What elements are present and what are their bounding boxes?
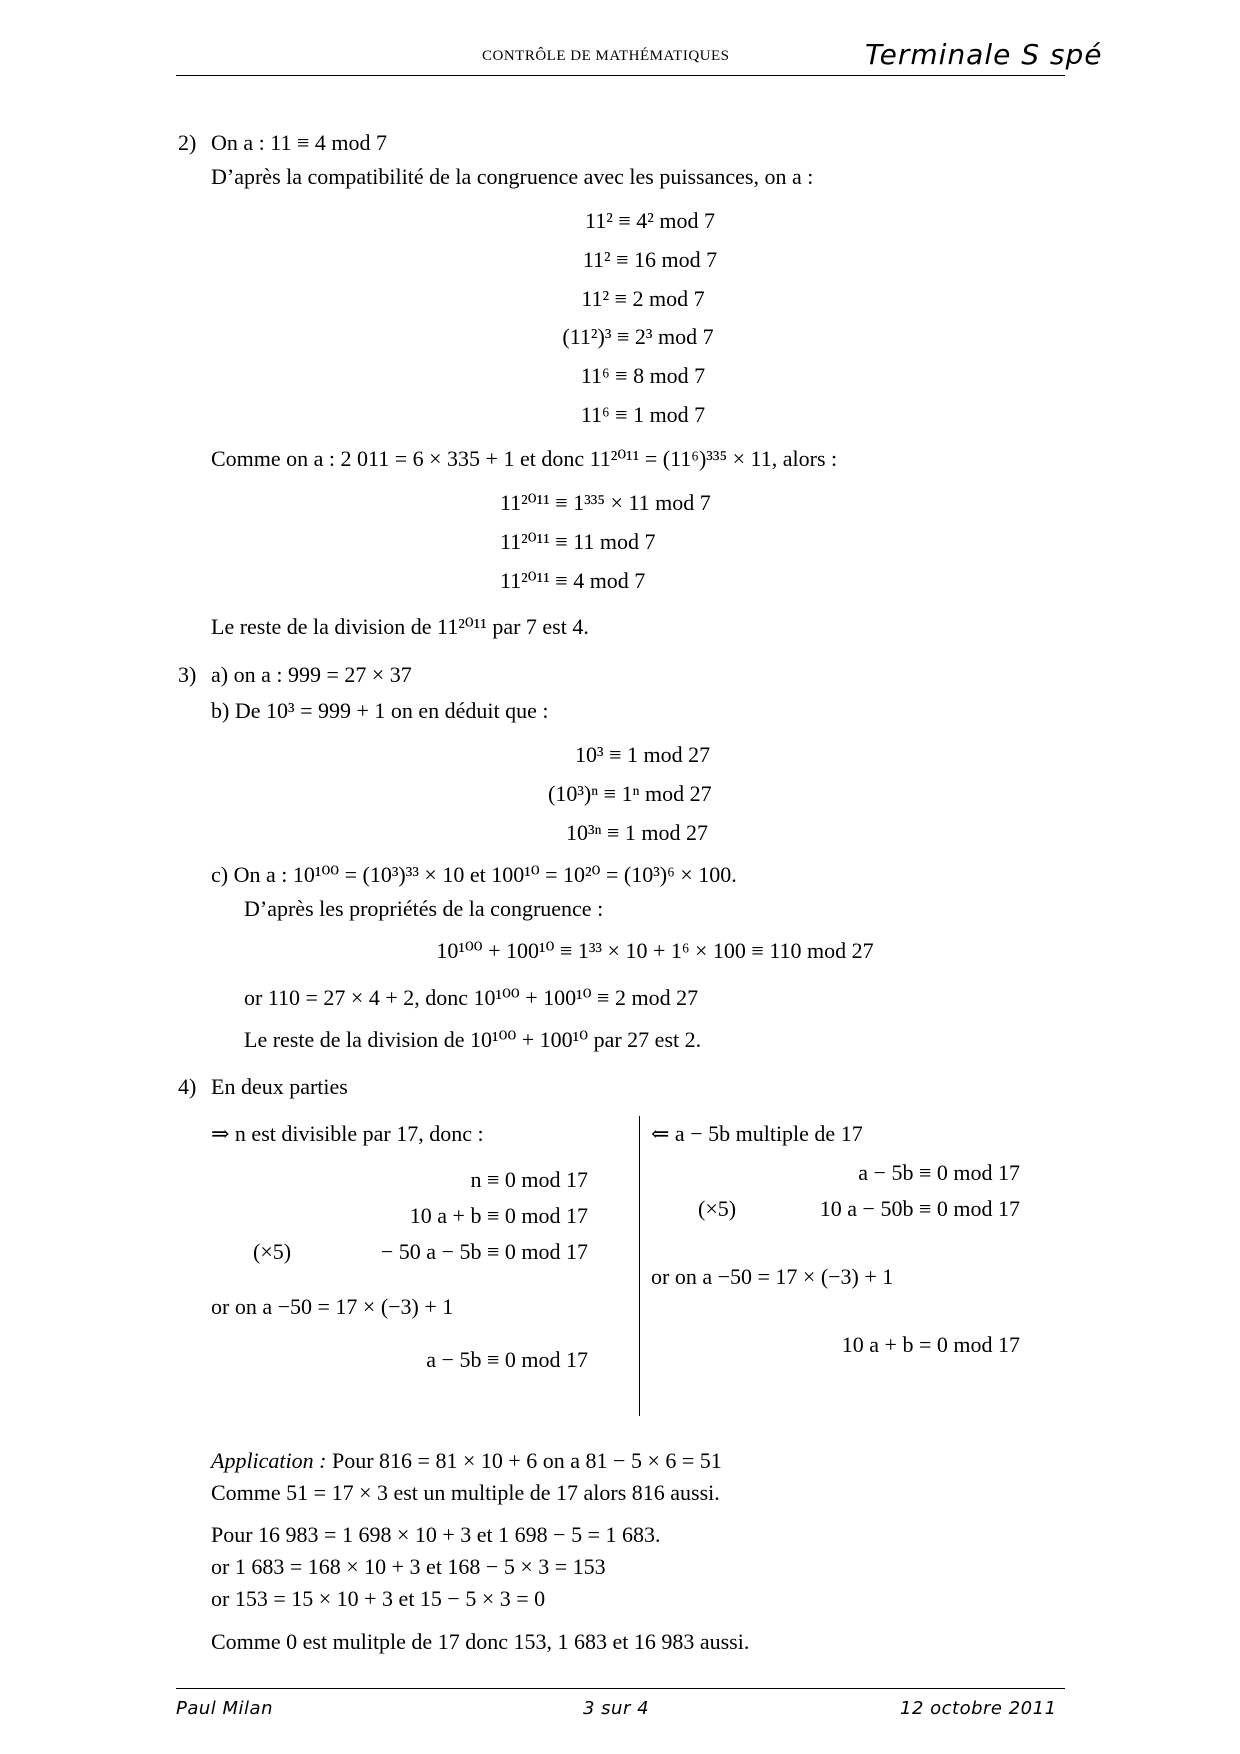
q4-right-or: or on a −50 = 17 × (−3) + 1 bbox=[651, 1264, 894, 1289]
q4-left-times5: (×5) bbox=[253, 1239, 292, 1264]
header-class: Terminale S spé bbox=[865, 38, 1103, 71]
q2-eq-6: 11⁶ ≡ 1 mod 7 bbox=[580, 402, 706, 427]
q4-left-or: or on a −50 = 17 × (−3) + 1 bbox=[211, 1294, 454, 1319]
application-line-3: Pour 16 983 = 1 698 × 10 + 3 et 1 698 − 5 = 1 683. bbox=[211, 1522, 661, 1547]
column-divider bbox=[639, 1116, 640, 1416]
q2-eq2-3: 11²⁰¹¹ ≡ 4 mod 7 bbox=[500, 568, 646, 593]
q3-c2: D’après les propriétés de la congruence : bbox=[244, 896, 604, 921]
application-line-2: Comme 51 = 17 × 3 est un multiple de 17 alors 816 aussi. bbox=[211, 1480, 720, 1505]
q4-right-eq-3: 10 a + b = 0 mod 17 bbox=[841, 1332, 1020, 1357]
q2-number: 2) bbox=[178, 130, 197, 155]
q4-title: En deux parties bbox=[211, 1074, 348, 1099]
q3-b: b) De 10³ = 999 + 1 on en déduit que : bbox=[211, 698, 549, 723]
q3-c3: or 110 = 27 × 4 + 2, donc 10¹⁰⁰ + 100¹⁰ ≡ 2 mod 27 bbox=[244, 985, 699, 1010]
footer-page: 3 sur 4 bbox=[583, 1698, 650, 1719]
q2-comme: Comme on a : 2 011 = 6 × 335 + 1 et donc 11²⁰¹¹ = (11⁶)³³⁵ × 11, alors : bbox=[211, 446, 838, 471]
header-rule bbox=[176, 75, 1065, 76]
footer-rule bbox=[176, 1688, 1065, 1689]
q3-eq-2: (10³)ⁿ ≡ 1ⁿ mod 27 bbox=[548, 781, 712, 806]
application-line-4: or 1 683 = 168 × 10 + 3 et 168 − 5 × 3 = 153 bbox=[211, 1554, 606, 1579]
q4-left-eq-1: n ≡ 0 mod 17 bbox=[470, 1167, 588, 1192]
q2-eq-1: 11² ≡ 4² mod 7 bbox=[585, 208, 715, 233]
q2-eq-3: 11² ≡ 2 mod 7 bbox=[581, 286, 705, 311]
q3-number: 3) bbox=[178, 662, 197, 687]
q3-eq-1: 10³ ≡ 1 mod 27 bbox=[575, 742, 711, 767]
application-text: Pour 816 = 81 × 10 + 6 on a 81 − 5 × 6 = 51 bbox=[326, 1448, 722, 1473]
q4-right-head: ⇐ a − 5b multiple de 17 bbox=[651, 1121, 863, 1146]
q4-right-eq-2: 10 a − 50b ≡ 0 mod 17 bbox=[819, 1196, 1020, 1221]
q4-left-eq-3: − 50 a − 5b ≡ 0 mod 17 bbox=[380, 1239, 588, 1264]
q3-c: c) On a : 10¹⁰⁰ = (10³)³³ × 10 et 100¹⁰ = 10²⁰ = (10³)⁶ × 100. bbox=[211, 862, 737, 887]
q4-left-head: ⇒ n est divisible par 17, donc : bbox=[211, 1121, 484, 1146]
footer-author: Paul Milan bbox=[176, 1698, 273, 1719]
q2-eq2-1: 11²⁰¹¹ ≡ 1³³⁵ × 11 mod 7 bbox=[500, 490, 711, 515]
application-line-1 bbox=[211, 1448, 722, 1474]
q3-c4: Le reste de la division de 10¹⁰⁰ + 100¹⁰ par 27 est 2. bbox=[244, 1027, 702, 1052]
q2-conclusion: Le reste de la division de 11²⁰¹¹ par 7 est 4. bbox=[211, 614, 589, 639]
header-title: CONTRÔLE DE MATHÉMATIQUES bbox=[482, 48, 730, 64]
q4-left-eq-2: 10 a + b ≡ 0 mod 17 bbox=[409, 1203, 588, 1228]
q2-eq2-2: 11²⁰¹¹ ≡ 11 mod 7 bbox=[500, 529, 656, 554]
q2-text: D’après la compatibilité de la congruence avec les puissances, on a : bbox=[211, 164, 814, 189]
q2-eq-5: 11⁶ ≡ 8 mod 7 bbox=[580, 363, 706, 388]
q2-eq-2: 11² ≡ 16 mod 7 bbox=[582, 247, 718, 272]
q4-right-eq-1: a − 5b ≡ 0 mod 17 bbox=[858, 1160, 1020, 1185]
q4-right-times5: (×5) bbox=[698, 1196, 737, 1221]
q4-left-eq-4: a − 5b ≡ 0 mod 17 bbox=[426, 1347, 588, 1372]
q3-eq-3: 10³ⁿ ≡ 1 mod 27 bbox=[566, 820, 709, 845]
footer-date: 12 octobre 2011 bbox=[900, 1698, 1057, 1719]
q4-number: 4) bbox=[178, 1074, 197, 1099]
q3-c-eq: 10¹⁰⁰ + 100¹⁰ ≡ 1³³ × 10 + 1⁶ × 100 ≡ 110 mod 27 bbox=[436, 938, 874, 963]
q2-intro: On a : 11 ≡ 4 mod 7 bbox=[211, 130, 387, 155]
application-line-5: or 153 = 15 × 10 + 3 et 15 − 5 × 3 = 0 bbox=[211, 1586, 546, 1611]
application-line-6: Comme 0 est mulitple de 17 donc 153, 1 683 et 16 983 aussi. bbox=[211, 1629, 750, 1654]
application-label: Application : bbox=[211, 1448, 327, 1473]
q3-a: a) on a : 999 = 27 × 37 bbox=[211, 662, 412, 687]
q2-eq-4: (11²)³ ≡ 2³ mod 7 bbox=[562, 324, 714, 349]
